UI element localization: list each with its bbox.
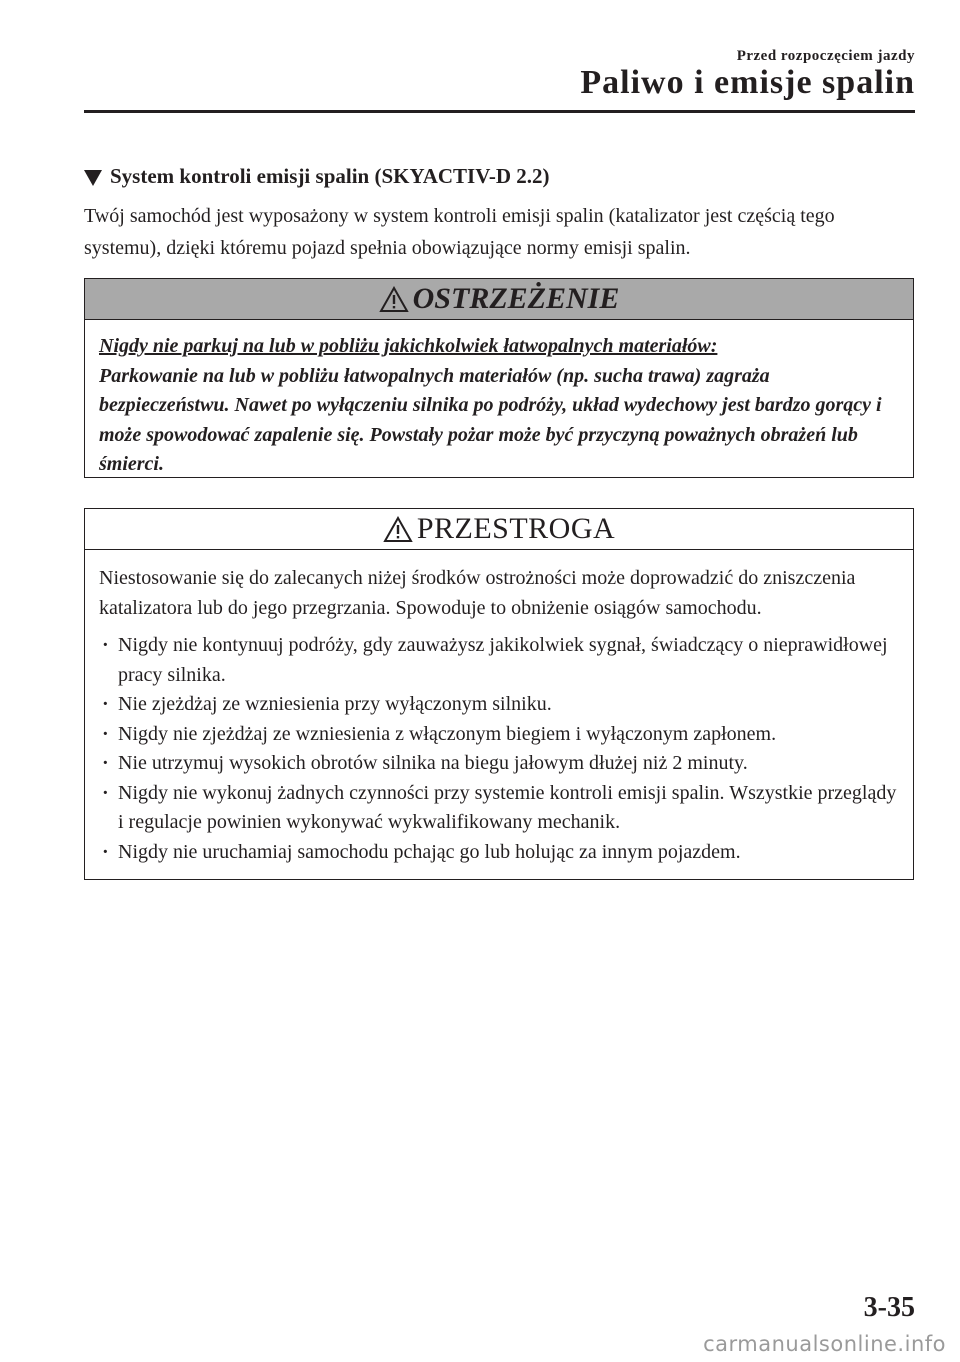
caution-body (85, 550, 913, 867)
watermark: carmanualsonline.info (703, 1332, 946, 1356)
warning-text: Parkowanie na lub w pobliżu łatwopalnych materiałów (np. sucha trawa) zagraża bezpieczeństwu. Nawet po wyłączeniu silnika po podróży, układ wydechowy jest bardzo gorący i może spowodować zapalenie się. Powstały pożar może być przyczyną poważnych obrażeń lub śmierci. (99, 364, 882, 475)
section-heading-text: System kontroli emisji spalin (SKYACTIV-D 2.2) (110, 164, 550, 188)
list-item: · Nigdy nie zjeżdżaj ze wzniesienia z włączonym biegiem i wyłączonym zapłonem. (99, 720, 899, 750)
list-item: · Nie zjeżdżaj ze wzniesienia przy wyłączonym silniku. (99, 690, 899, 720)
caution-list (99, 631, 899, 867)
list-item: · Nigdy nie wykonuj żadnych czynności przy systemie kontroli emisji spalin. Wszystkie przeglądy i regulacje powinien wykonywać wykwalifikowany mechanik. (99, 779, 899, 838)
warning-lead: Nigdy nie parkuj na lub w pobliżu jakichkolwiek łatwopalnych materiałów: (99, 335, 718, 357)
chapter-label: Przed rozpoczęciem jazdy (736, 48, 915, 64)
warning-body (85, 320, 913, 480)
list-item: · Nie utrzymuj wysokich obrotów silnika na biegu jałowym dłużej niż 2 minuty. (99, 749, 899, 779)
page-number: 3-35 (863, 1292, 915, 1323)
warning-triangle-icon (379, 286, 409, 313)
list-item: · Nigdy nie uruchamiaj samochodu pchając go lub holując za innym pojazdem. (99, 838, 899, 868)
caution-title: PRZESTROGA (416, 512, 616, 545)
caution-header (85, 509, 913, 550)
header-rule (84, 110, 915, 113)
list-item: · Nigdy nie kontynuuj podróży, gdy zauważysz jakikolwiek sygnał, świadczący o nieprawidłowej pracy silnika. (99, 631, 899, 690)
page-title: Paliwo i emisje spalin (580, 64, 915, 101)
warning-box (84, 278, 914, 478)
caution-intro: Niestosowanie się do zalecanych niżej środków ostrożności może doprowadzić do zniszczenia katalizatora lub do jego przegrzania. Spowoduje to obniżenie osiągów samochodu. (99, 567, 856, 619)
caution-box (84, 508, 914, 880)
section-intro: Twój samochód jest wyposażony w system kontroli emisji spalin (katalizator jest częścią tego systemu), dzięki któremu pojazd spełnia obowiązujące normy emisji spalin. (84, 205, 835, 259)
warning-triangle-icon (383, 516, 413, 543)
warning-title: OSTRZEŻENIE (412, 282, 620, 315)
warning-header (85, 279, 913, 320)
section-heading (84, 164, 549, 189)
triangle-down-icon (84, 170, 102, 186)
